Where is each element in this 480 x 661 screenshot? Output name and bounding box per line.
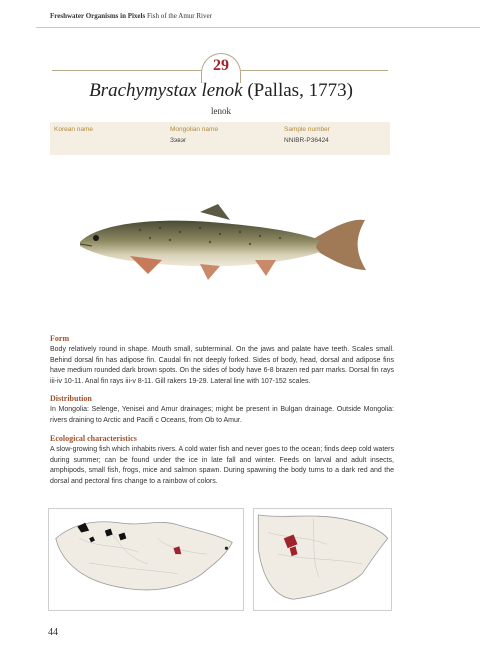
mongolia-distribution-map [48, 508, 244, 611]
fish-illustration [70, 190, 370, 295]
ecology-text: A slow-growing fish which inhabits rivers. A cold water fish and never goes to the ocean; finds deep cold waters during summer; can be found under the ice in late fall and winter. Feeds on larval and adult insects, amphipods, small fish, frogs, mice and salmon spawn. During spawning the body turns to a dark red and the dorsal and pectoral fins change to a rainbow of colors. [50, 446, 394, 485]
species-title [0, 80, 442, 102]
distribution-text: In Mongolia: Selenge, Yenisei and Amur drainages; might be present in Bulgan drainage. Outside Mongolia: rivers draining to Arctic and Pacifi c Oceans, from Ob to Amur. [50, 406, 394, 424]
authority: (Pallas, 1773) [247, 80, 353, 101]
common-name: lenok [211, 106, 231, 116]
ecology-heading: Ecological characteristics [50, 434, 137, 443]
mongolian-name-label: Mongolian name [170, 126, 219, 133]
sample-number-col [284, 126, 330, 144]
scientific-name: Brachymystax lenok [89, 80, 243, 101]
distribution-heading: Distribution [50, 394, 92, 403]
number-rule-right [240, 70, 388, 71]
sample-number-value: NNIBR-P36424 [284, 137, 329, 144]
mongolian-name-col [170, 126, 218, 144]
entry-number: 29 [213, 57, 229, 74]
korean-name-col [54, 126, 93, 137]
form-text: Body relatively round in shape. Mouth small, subterminal. On the jaws and palate have teeth. Scales small. Behind dorsal fin has adipose fin. Caudal fin not deeply forked. Sides of body, head, dorsal and adipose fins have medium rounded dark brown spots. On the sides of body have 6-8 brazen red parr marks. Dorsal fin rays iii-iv 10-11. Anal fin rays iii-v 8-11. Gill rakers 19-29. Lateral line with 107-152 scales. [50, 346, 394, 385]
ecology-section [50, 434, 394, 487]
number-rule-left [52, 70, 202, 71]
regional-detail-map [253, 508, 392, 611]
page-number: 44 [48, 627, 58, 638]
running-header [50, 12, 212, 20]
header-divider [36, 27, 480, 28]
sample-number-label: Sample number [284, 126, 330, 133]
form-heading: Form [50, 334, 70, 343]
form-section [50, 334, 394, 387]
korean-name-label: Korean name [54, 126, 94, 133]
chapter-title: Fish of the Amur River [146, 12, 212, 20]
mongolian-name-value: Зэвэг [170, 137, 187, 144]
book-title: Freshwater Organisms in Pixels [50, 12, 146, 20]
info-table [50, 122, 390, 155]
distribution-section [50, 394, 394, 426]
